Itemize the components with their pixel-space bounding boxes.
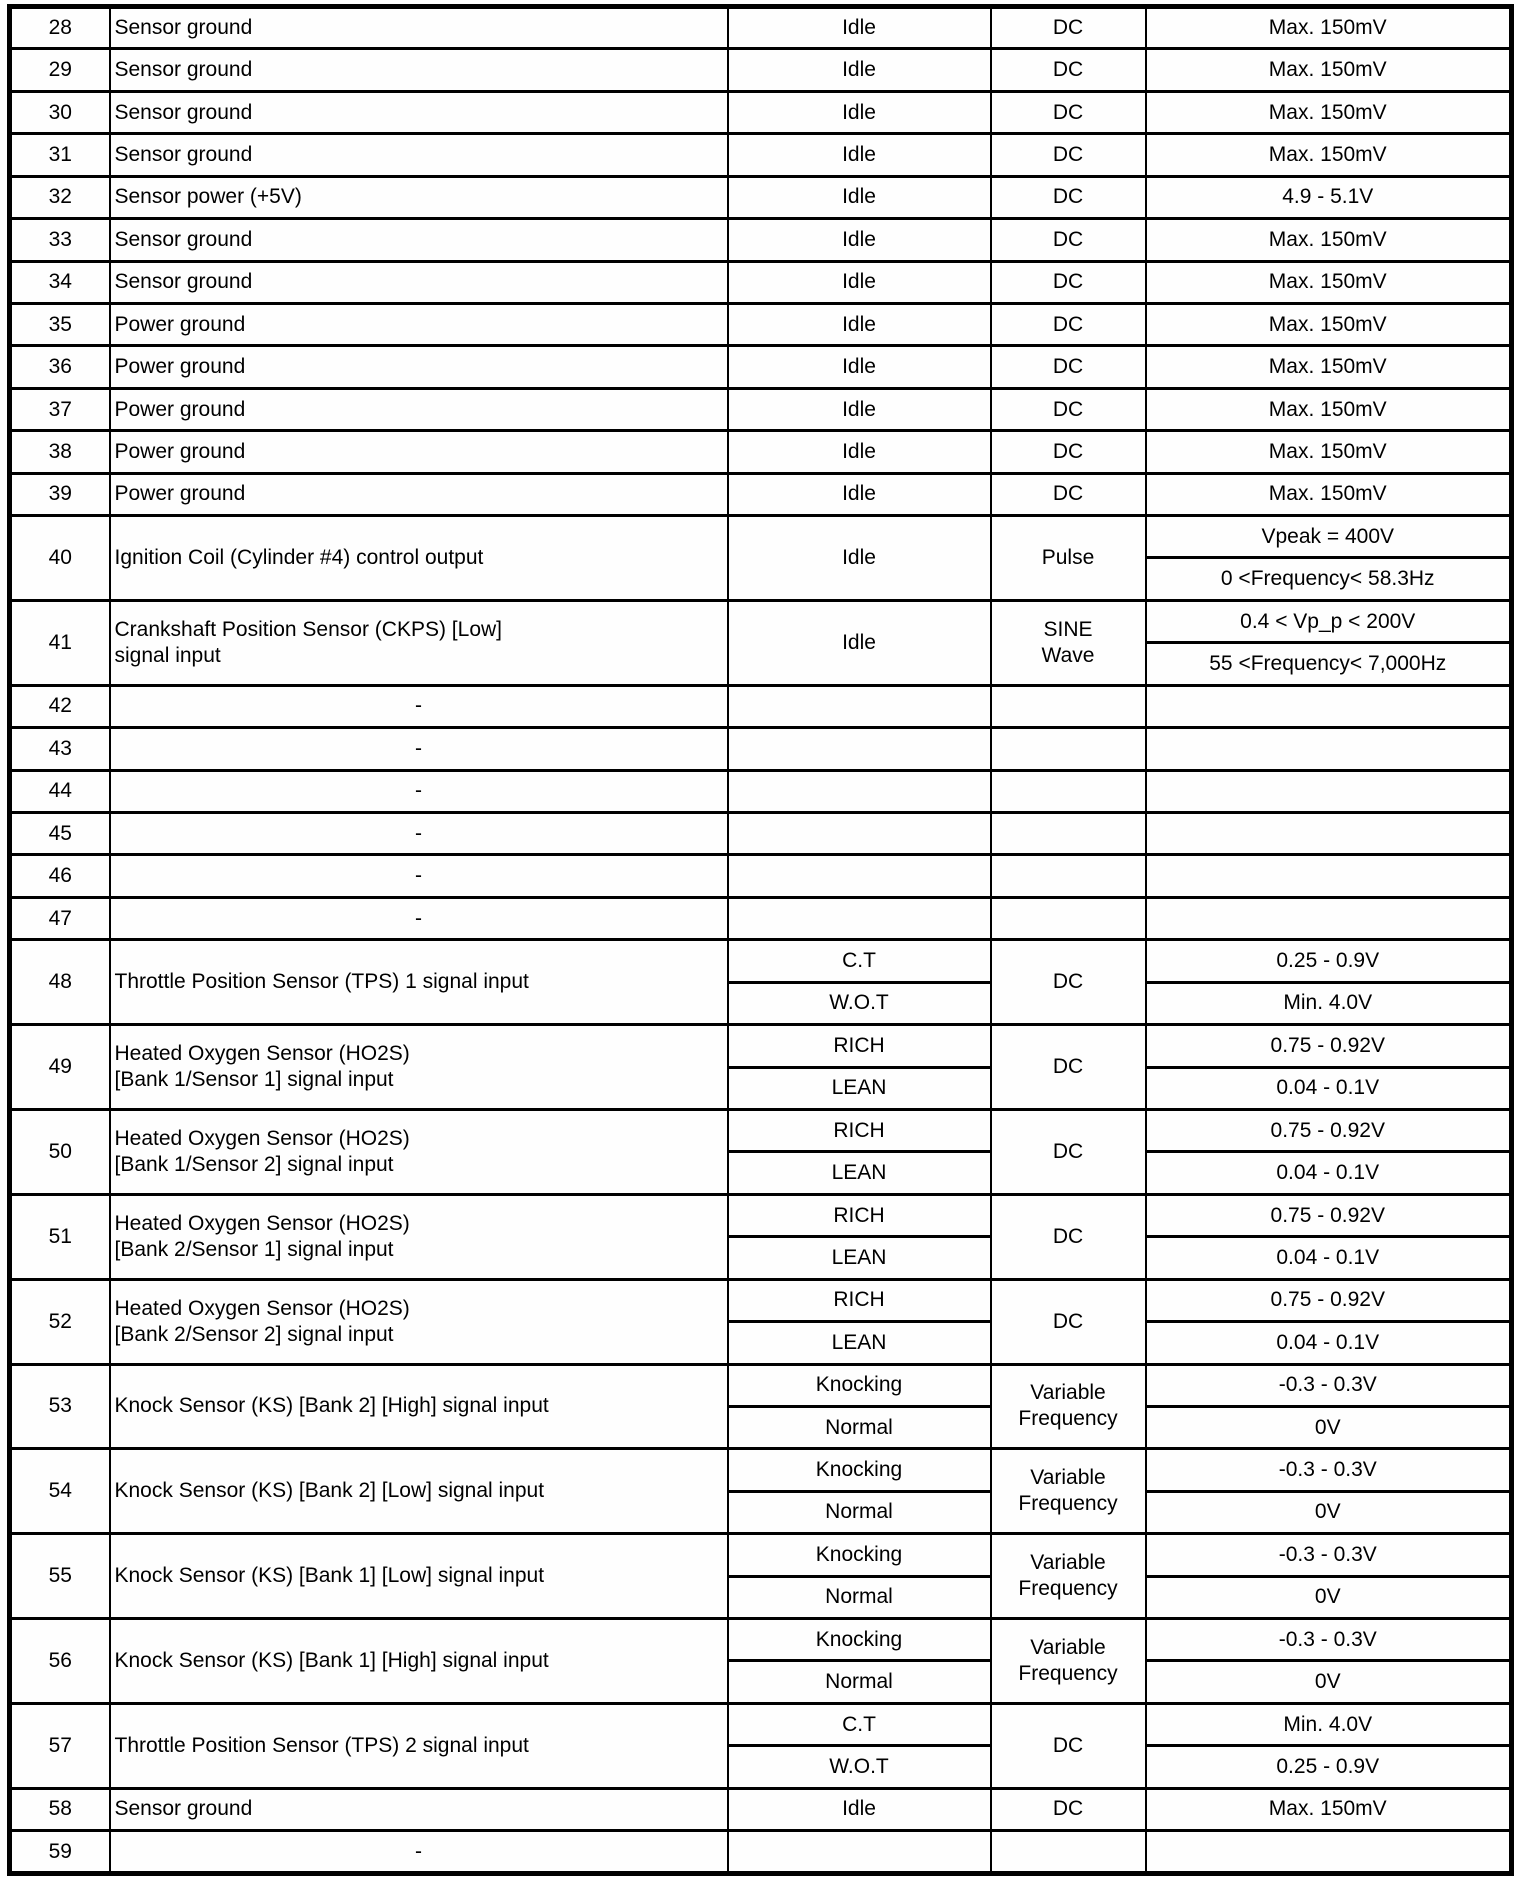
description-cell: - [110, 770, 728, 812]
value-cell: 0.4 < Vp_p < 200V [1146, 600, 1512, 642]
pin-cell: 44 [10, 770, 110, 812]
value-cell: Max. 150mV [1146, 303, 1512, 345]
value-cell: -0.3 - 0.3V [1146, 1534, 1512, 1576]
value-cell: 0 <Frequency< 58.3Hz [1146, 558, 1512, 600]
description-cell: Sensor ground [110, 91, 728, 133]
table-row [10, 134, 1512, 176]
description-cell: Knock Sensor (KS) [Bank 1] [Low] signal input [110, 1534, 728, 1619]
table-row [10, 388, 1512, 430]
table-row [10, 303, 1512, 345]
description-cell: Throttle Position Sensor (TPS) 2 signal input [110, 1703, 728, 1788]
table-row [10, 7, 1512, 49]
table-row [10, 1788, 1512, 1830]
pin-cell: 51 [10, 1194, 110, 1279]
value-cell [1146, 855, 1512, 897]
type-cell: Variable Frequency [991, 1619, 1146, 1704]
value-cell [1146, 1831, 1512, 1874]
condition-cell [728, 855, 991, 897]
condition-cell: Idle [728, 176, 991, 218]
description-cell: Heated Oxygen Sensor (HO2S) [Bank 2/Sensor 2] signal input [110, 1279, 728, 1364]
pin-cell: 49 [10, 1025, 110, 1110]
type-cell: DC [991, 1279, 1146, 1364]
value-cell [1146, 685, 1512, 727]
pin-cell: 48 [10, 940, 110, 1025]
type-cell: DC [991, 1788, 1146, 1830]
value-cell: 0V [1146, 1576, 1512, 1618]
condition-cell: LEAN [728, 1067, 991, 1109]
pin-cell: 40 [10, 516, 110, 601]
type-cell: DC [991, 1109, 1146, 1194]
pin-cell: 42 [10, 685, 110, 727]
type-cell: Variable Frequency [991, 1364, 1146, 1449]
description-cell: Power ground [110, 388, 728, 430]
value-cell [1146, 897, 1512, 939]
description-cell: Sensor ground [110, 7, 728, 49]
description-cell: Sensor power (+5V) [110, 176, 728, 218]
type-cell: Variable Frequency [991, 1449, 1146, 1534]
pin-cell: 47 [10, 897, 110, 939]
pin-cell: 36 [10, 346, 110, 388]
table-row [10, 516, 1512, 558]
description-cell: Heated Oxygen Sensor (HO2S) [Bank 1/Sensor 1] signal input [110, 1025, 728, 1110]
type-cell: Pulse [991, 516, 1146, 601]
value-cell: 0.75 - 0.92V [1146, 1109, 1512, 1151]
condition-cell: Idle [728, 261, 991, 303]
table-row [10, 1109, 1512, 1151]
value-cell: Max. 150mV [1146, 7, 1512, 49]
value-cell: Max. 150mV [1146, 261, 1512, 303]
value-cell: 0.75 - 0.92V [1146, 1279, 1512, 1321]
condition-cell: Idle [728, 431, 991, 473]
type-cell: DC [991, 303, 1146, 345]
table-row [10, 1364, 1512, 1406]
pin-cell: 58 [10, 1788, 110, 1830]
condition-cell: LEAN [728, 1322, 991, 1364]
type-cell: DC [991, 261, 1146, 303]
condition-cell: Normal [728, 1576, 991, 1618]
condition-cell: LEAN [728, 1152, 991, 1194]
table-row [10, 1534, 1512, 1576]
table-row [10, 1619, 1512, 1661]
description-cell: Sensor ground [110, 134, 728, 176]
value-cell: 0V [1146, 1491, 1512, 1533]
type-cell: DC [991, 940, 1146, 1025]
pin-cell: 28 [10, 7, 110, 49]
type-cell [991, 1831, 1146, 1874]
value-cell [1146, 813, 1512, 855]
value-cell: Min. 4.0V [1146, 1703, 1512, 1745]
condition-cell: Idle [728, 516, 991, 601]
table-row [10, 728, 1512, 770]
type-cell [991, 813, 1146, 855]
condition-cell: Idle [728, 473, 991, 515]
value-cell: -0.3 - 0.3V [1146, 1364, 1512, 1406]
value-cell: 0.75 - 0.92V [1146, 1194, 1512, 1236]
value-cell: Max. 150mV [1146, 91, 1512, 133]
pin-cell: 41 [10, 600, 110, 685]
description-cell: Heated Oxygen Sensor (HO2S) [Bank 1/Sensor 2] signal input [110, 1109, 728, 1194]
condition-cell: Idle [728, 303, 991, 345]
pin-cell: 33 [10, 219, 110, 261]
pin-cell: 59 [10, 1831, 110, 1874]
condition-cell: RICH [728, 1109, 991, 1151]
type-cell: DC [991, 431, 1146, 473]
table-row [10, 813, 1512, 855]
condition-cell [728, 728, 991, 770]
condition-cell: Idle [728, 388, 991, 430]
description-cell: - [110, 897, 728, 939]
condition-cell: Idle [728, 134, 991, 176]
type-cell: DC [991, 7, 1146, 49]
description-cell: Power ground [110, 431, 728, 473]
pin-cell: 30 [10, 91, 110, 133]
condition-cell: Normal [728, 1491, 991, 1533]
table-row [10, 1025, 1512, 1067]
table-row [10, 1449, 1512, 1491]
value-cell [1146, 728, 1512, 770]
table-row [10, 261, 1512, 303]
value-cell: 0.25 - 0.9V [1146, 1746, 1512, 1788]
table-row [10, 176, 1512, 218]
condition-cell: Idle [728, 600, 991, 685]
description-cell: Ignition Coil (Cylinder #4) control output [110, 516, 728, 601]
value-cell: 0.04 - 0.1V [1146, 1322, 1512, 1364]
description-cell: Knock Sensor (KS) [Bank 2] [Low] signal input [110, 1449, 728, 1534]
condition-cell: RICH [728, 1025, 991, 1067]
condition-cell: Knocking [728, 1534, 991, 1576]
description-cell: - [110, 813, 728, 855]
table-row [10, 855, 1512, 897]
condition-cell: Normal [728, 1661, 991, 1703]
value-cell: 4.9 - 5.1V [1146, 176, 1512, 218]
condition-cell: RICH [728, 1279, 991, 1321]
table-row [10, 1279, 1512, 1321]
pin-table-body [10, 7, 1512, 1874]
table-row [10, 600, 1512, 642]
value-cell: 0.25 - 0.9V [1146, 940, 1512, 982]
condition-cell: Knocking [728, 1449, 991, 1491]
table-row [10, 1194, 1512, 1236]
type-cell [991, 770, 1146, 812]
value-cell: Max. 150mV [1146, 473, 1512, 515]
pin-cell: 54 [10, 1449, 110, 1534]
pin-cell: 35 [10, 303, 110, 345]
table-row [10, 431, 1512, 473]
value-cell: Max. 150mV [1146, 431, 1512, 473]
pin-cell: 57 [10, 1703, 110, 1788]
condition-cell: Idle [728, 219, 991, 261]
description-cell: - [110, 1831, 728, 1874]
pin-cell: 55 [10, 1534, 110, 1619]
table-row [10, 219, 1512, 261]
condition-cell [728, 1831, 991, 1874]
table-row [10, 897, 1512, 939]
value-cell: Vpeak = 400V [1146, 516, 1512, 558]
value-cell: 0.04 - 0.1V [1146, 1067, 1512, 1109]
condition-cell: LEAN [728, 1237, 991, 1279]
type-cell [991, 685, 1146, 727]
description-cell: Heated Oxygen Sensor (HO2S) [Bank 2/Sensor 1] signal input [110, 1194, 728, 1279]
value-cell: Max. 150mV [1146, 346, 1512, 388]
pin-cell: 56 [10, 1619, 110, 1704]
table-row [10, 91, 1512, 133]
condition-cell [728, 813, 991, 855]
type-cell: DC [991, 473, 1146, 515]
table-row [10, 770, 1512, 812]
value-cell: 55 <Frequency< 7,000Hz [1146, 643, 1512, 685]
condition-cell: W.O.T [728, 982, 991, 1024]
type-cell [991, 897, 1146, 939]
condition-cell: Idle [728, 346, 991, 388]
condition-cell: C.T [728, 1703, 991, 1745]
description-cell: Knock Sensor (KS) [Bank 1] [High] signal input [110, 1619, 728, 1704]
pin-cell: 45 [10, 813, 110, 855]
table-row [10, 1703, 1512, 1745]
condition-cell: Idle [728, 7, 991, 49]
value-cell: 0.04 - 0.1V [1146, 1152, 1512, 1194]
type-cell: DC [991, 1703, 1146, 1788]
type-cell: DC [991, 91, 1146, 133]
condition-cell: C.T [728, 940, 991, 982]
description-cell: Knock Sensor (KS) [Bank 2] [High] signal input [110, 1364, 728, 1449]
pin-cell: 53 [10, 1364, 110, 1449]
table-row [10, 685, 1512, 727]
value-cell: Max. 150mV [1146, 49, 1512, 91]
table-row [10, 473, 1512, 515]
type-cell [991, 728, 1146, 770]
description-cell: Sensor ground [110, 261, 728, 303]
type-cell: DC [991, 134, 1146, 176]
description-cell: - [110, 685, 728, 727]
type-cell: Variable Frequency [991, 1534, 1146, 1619]
condition-cell: Idle [728, 49, 991, 91]
condition-cell: RICH [728, 1194, 991, 1236]
pin-cell: 29 [10, 49, 110, 91]
condition-cell: Idle [728, 1788, 991, 1830]
condition-cell: Knocking [728, 1364, 991, 1406]
value-cell: 0.75 - 0.92V [1146, 1025, 1512, 1067]
value-cell: Max. 150mV [1146, 388, 1512, 430]
value-cell: Max. 150mV [1146, 134, 1512, 176]
pin-cell: 37 [10, 388, 110, 430]
type-cell: DC [991, 346, 1146, 388]
description-cell: Sensor ground [110, 219, 728, 261]
type-cell: DC [991, 219, 1146, 261]
condition-cell: Idle [728, 91, 991, 133]
table-row [10, 1831, 1512, 1874]
pin-cell: 52 [10, 1279, 110, 1364]
value-cell: Min. 4.0V [1146, 982, 1512, 1024]
pin-cell: 32 [10, 176, 110, 218]
pin-cell: 43 [10, 728, 110, 770]
table-row [10, 940, 1512, 982]
type-cell: DC [991, 1025, 1146, 1110]
type-cell: DC [991, 176, 1146, 218]
description-cell: Crankshaft Position Sensor (CKPS) [Low] signal input [110, 600, 728, 685]
type-cell: DC [991, 388, 1146, 430]
description-cell: Power ground [110, 473, 728, 515]
condition-cell: W.O.T [728, 1746, 991, 1788]
value-cell: Max. 150mV [1146, 1788, 1512, 1830]
condition-cell: Normal [728, 1406, 991, 1448]
description-cell: Throttle Position Sensor (TPS) 1 signal input [110, 940, 728, 1025]
description-cell: Sensor ground [110, 49, 728, 91]
pin-cell: 50 [10, 1109, 110, 1194]
condition-cell [728, 897, 991, 939]
value-cell: 0.04 - 0.1V [1146, 1237, 1512, 1279]
pin-cell: 38 [10, 431, 110, 473]
value-cell: -0.3 - 0.3V [1146, 1449, 1512, 1491]
pin-table [7, 4, 1514, 1876]
description-cell: - [110, 728, 728, 770]
type-cell: SINE Wave [991, 600, 1146, 685]
value-cell: -0.3 - 0.3V [1146, 1619, 1512, 1661]
type-cell [991, 855, 1146, 897]
pin-cell: 34 [10, 261, 110, 303]
table-row [10, 346, 1512, 388]
condition-cell [728, 770, 991, 812]
description-cell: Sensor ground [110, 1788, 728, 1830]
type-cell: DC [991, 49, 1146, 91]
table-row [10, 49, 1512, 91]
pin-cell: 31 [10, 134, 110, 176]
value-cell [1146, 770, 1512, 812]
condition-cell [728, 685, 991, 727]
pin-cell: 39 [10, 473, 110, 515]
value-cell: Max. 150mV [1146, 219, 1512, 261]
condition-cell: Knocking [728, 1619, 991, 1661]
description-cell: - [110, 855, 728, 897]
value-cell: 0V [1146, 1406, 1512, 1448]
description-cell: Power ground [110, 346, 728, 388]
description-cell: Power ground [110, 303, 728, 345]
value-cell: 0V [1146, 1661, 1512, 1703]
type-cell: DC [991, 1194, 1146, 1279]
pin-cell: 46 [10, 855, 110, 897]
